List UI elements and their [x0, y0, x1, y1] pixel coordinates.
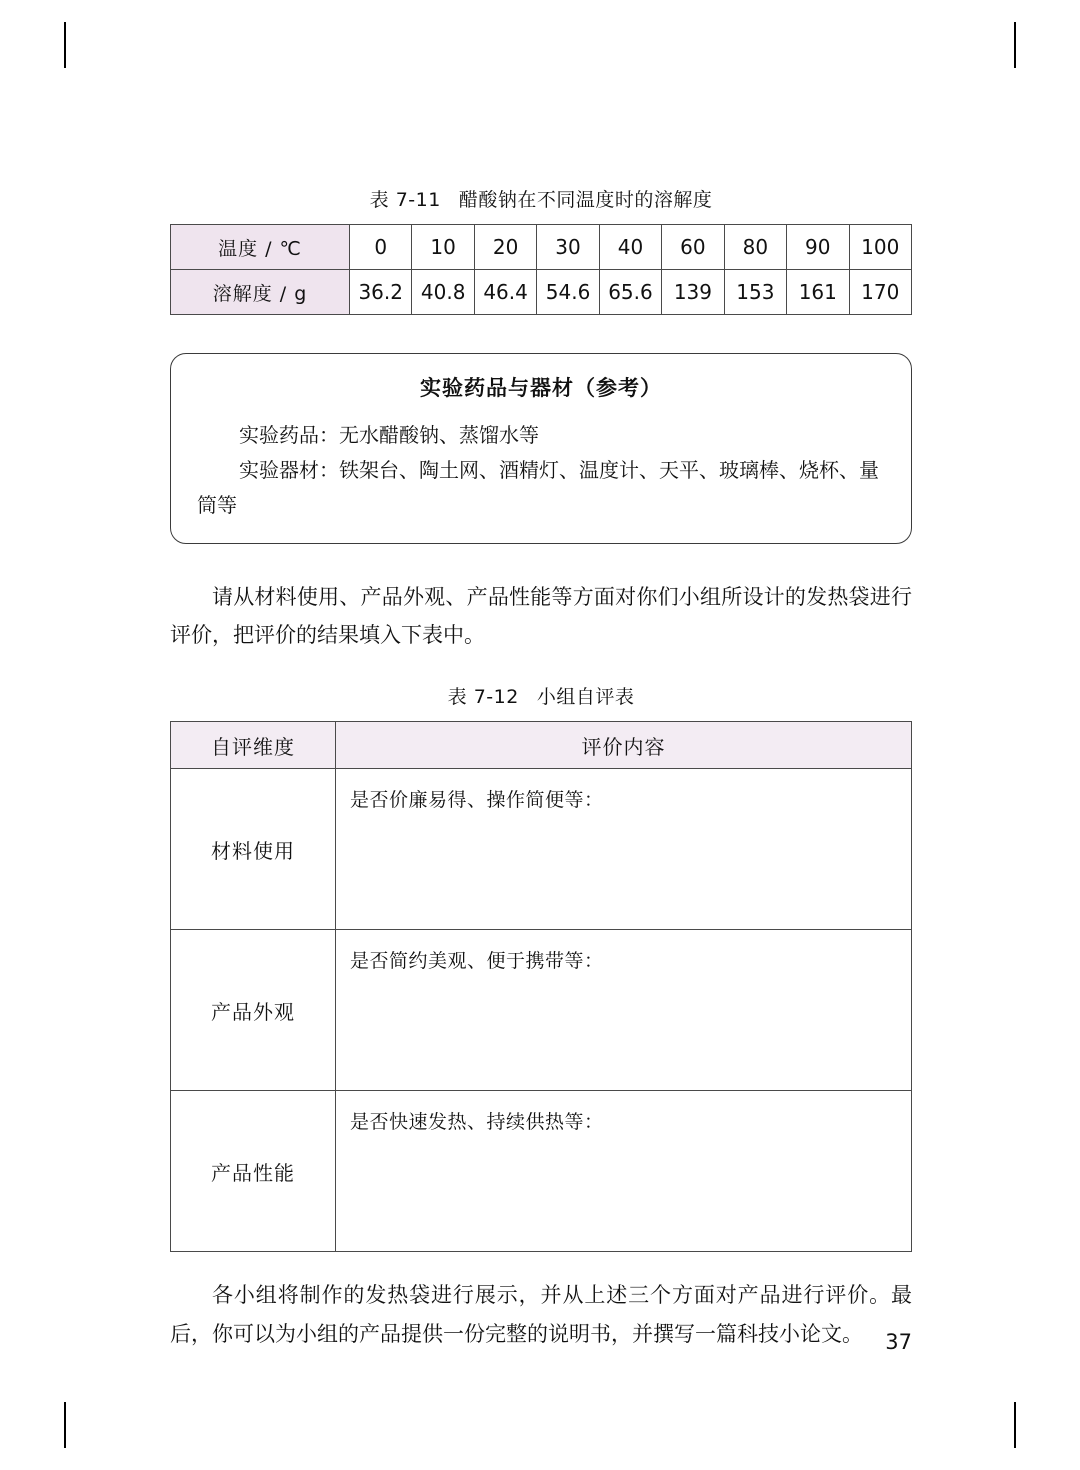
column-header-content: 评价内容: [336, 722, 912, 769]
solubility-cell-7: 161: [787, 270, 849, 315]
solubility-cell-2: 46.4: [474, 270, 536, 315]
column-header-dimension: 自评维度: [171, 722, 336, 769]
row-header-temperature: 温度 / ℃: [171, 225, 350, 270]
temperature-cell-0: 0: [350, 225, 412, 270]
evaluation-content-material-use[interactable]: 是否价廉易得、操作简便等：: [336, 769, 912, 930]
table-row: [171, 270, 912, 315]
crop-mark-bottom-right-vertical: [1014, 1402, 1016, 1448]
solubility-cell-1: 40.8: [412, 270, 474, 315]
closing-paragraph: 各小组将制作的发热袋进行展示，并从上述三个方面对产品进行评价。最后，你可以为小组的产品提供一份完整的说明书，并撰写一篇科技小论文。: [170, 1283, 912, 1346]
temperature-cell-2: 20: [474, 225, 536, 270]
table-712-caption-title: 小组自评表: [536, 686, 635, 709]
instruction-paragraph: 请从材料使用、产品外观、产品性能等方面对你们小组所设计的发热袋进行评价，把评价的结果填入下表中。: [170, 585, 912, 648]
dimension-material-use: 材料使用: [171, 769, 336, 930]
materials-equipment-line-continued: 筒等: [197, 493, 237, 517]
temperature-cell-4: 40: [599, 225, 661, 270]
crop-mark-top-right-vertical: [1014, 22, 1016, 68]
table-row: [171, 1091, 912, 1252]
table-header-row: [171, 722, 912, 769]
table-solubility: [170, 224, 912, 315]
table-self-evaluation: [170, 721, 912, 1252]
materials-equipment-line: 实验器材：铁架台、陶土网、酒精灯、温度计、天平、玻璃棒、烧杯、量: [239, 458, 879, 482]
materials-box-title: 实验药品与器材（参考）: [420, 376, 662, 400]
solubility-cell-6: 153: [724, 270, 786, 315]
evaluation-content-product-appearance[interactable]: 是否简约美观、便于携带等：: [336, 930, 912, 1091]
table-712-caption: [170, 682, 912, 709]
crop-mark-bottom-left-vertical: [64, 1402, 66, 1448]
table-711-caption: [170, 185, 912, 212]
materials-box: [170, 353, 912, 544]
table-row: [171, 930, 912, 1091]
temperature-cell-7: 90: [787, 225, 849, 270]
table-711-caption-label: 表 7-11: [369, 189, 441, 211]
solubility-cell-4: 65.6: [599, 270, 661, 315]
table-712-caption-label: 表 7-12: [447, 686, 519, 709]
dimension-product-performance: 产品性能: [171, 1091, 336, 1252]
temperature-cell-3: 30: [537, 225, 599, 270]
materials-chemicals-line: 实验药品：无水醋酸钠、蒸馏水等: [239, 423, 539, 447]
temperature-cell-6: 80: [724, 225, 786, 270]
temperature-cell-5: 60: [662, 225, 724, 270]
page-content: [170, 185, 912, 1353]
table-711-caption-title: 醋酸钠在不同温度时的溶解度: [458, 189, 713, 211]
table-row: [171, 769, 912, 930]
evaluation-content-product-performance[interactable]: 是否快速发热、持续供热等：: [336, 1091, 912, 1252]
crop-mark-top-left-vertical: [64, 22, 66, 68]
temperature-cell-8: 100: [849, 225, 912, 270]
solubility-cell-5: 139: [662, 270, 724, 315]
solubility-cell-0: 36.2: [350, 270, 412, 315]
table-row: [171, 225, 912, 270]
row-header-solubility: 溶解度 / g: [171, 270, 350, 315]
solubility-cell-8: 170: [849, 270, 912, 315]
dimension-product-appearance: 产品外观: [171, 930, 336, 1091]
temperature-cell-1: 10: [412, 225, 474, 270]
solubility-cell-3: 54.6: [537, 270, 599, 315]
page-number: 37: [885, 1330, 912, 1354]
